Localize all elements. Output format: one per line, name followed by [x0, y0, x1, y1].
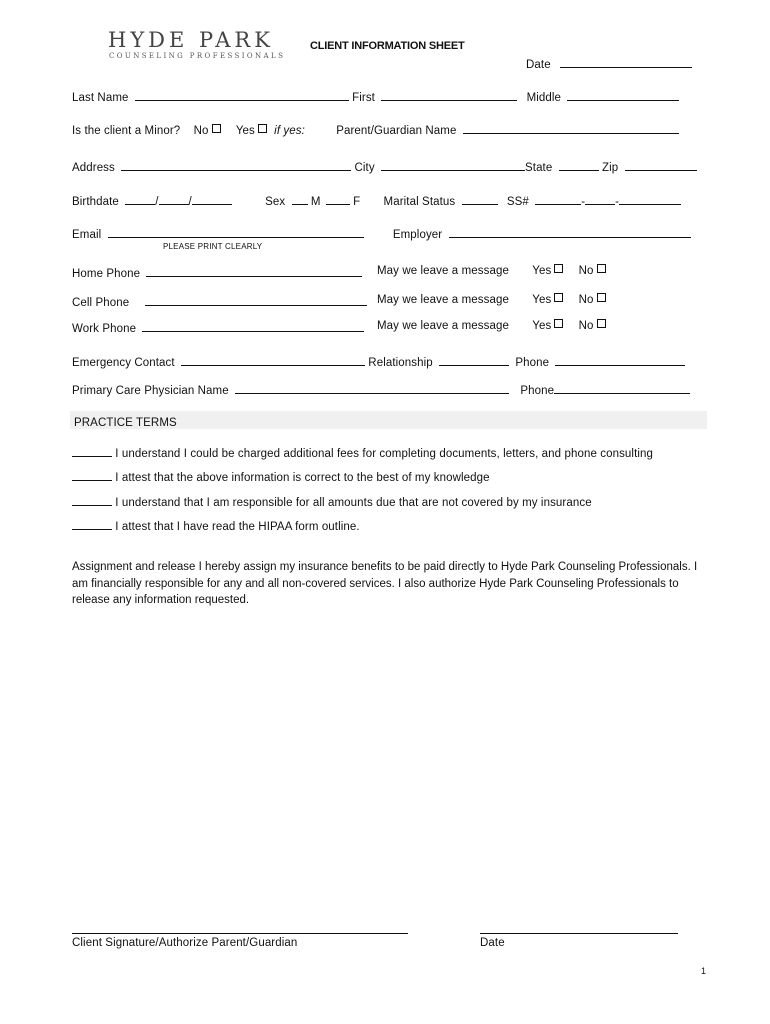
name-row	[72, 89, 679, 104]
work-message-no-checkbox[interactable]	[597, 319, 606, 328]
work-message-label: May we leave a message	[377, 320, 509, 332]
birthdate-label: Birthdate	[72, 196, 119, 208]
term-1-initial-line[interactable]	[72, 445, 112, 457]
pcp-phone-input-line[interactable]	[554, 382, 690, 394]
home-message-yes-label: Yes	[532, 265, 552, 277]
cell-phone-input-line[interactable]	[145, 294, 367, 306]
email-row	[72, 226, 691, 241]
marital-status-input-line[interactable]	[462, 193, 498, 205]
state-label: State	[525, 162, 553, 174]
employer-label: Employer	[392, 229, 443, 241]
city-input-line[interactable]	[381, 159, 525, 171]
cell-message-yes-checkbox[interactable]	[554, 293, 563, 302]
first-name-input-line[interactable]	[381, 89, 517, 101]
home-phone-row	[72, 265, 362, 280]
ss-part1-line[interactable]	[535, 193, 581, 205]
ss-part2-line[interactable]	[585, 193, 615, 205]
sex-f-label: F	[353, 196, 361, 208]
sex-m-label: M	[310, 196, 321, 208]
term-4-initial-line[interactable]	[72, 518, 112, 530]
home-message-no-label: No	[578, 265, 594, 277]
birthdate-row: Birthdate / / Sex M F Marital Status SS# - -	[72, 193, 681, 208]
parent-guardian-input-line[interactable]	[463, 122, 679, 134]
home-phone-label: Home Phone	[72, 268, 141, 280]
term-2-initial-line[interactable]	[72, 469, 112, 481]
home-message-no-checkbox[interactable]	[597, 264, 606, 273]
work-phone-input-line[interactable]	[142, 320, 364, 332]
emergency-contact-label: Emergency Contact	[72, 357, 175, 369]
practice-terms-heading: PRACTICE TERMS	[74, 417, 177, 429]
relationship-input-line[interactable]	[439, 354, 509, 366]
address-input-line[interactable]	[121, 159, 351, 171]
logo-title: HYDE PARK	[108, 28, 274, 52]
home-message-yes-checkbox[interactable]	[554, 264, 563, 273]
address-label: Address	[72, 162, 115, 174]
sex-f-line[interactable]	[326, 193, 350, 205]
zip-input-line[interactable]	[625, 159, 697, 171]
work-phone-message-row	[377, 320, 606, 332]
relationship-label: Relationship	[368, 357, 433, 369]
term-3-initial-line[interactable]	[72, 494, 112, 506]
signature-date-line[interactable]	[480, 933, 678, 934]
cell-message-yes-label: Yes	[532, 294, 552, 306]
emergency-phone-label: Phone	[515, 357, 550, 369]
state-input-line[interactable]	[559, 159, 599, 171]
practice-term-2	[72, 469, 490, 484]
cell-message-label: May we leave a message	[377, 294, 509, 306]
city-label: City	[354, 162, 375, 174]
term-1-text: I understand I could be charged additional fees for completing documents, letters, and phone consulting	[115, 448, 654, 460]
work-message-yes-checkbox[interactable]	[554, 319, 563, 328]
sex-label: Sex	[265, 196, 286, 208]
emergency-phone-input-line[interactable]	[555, 354, 685, 366]
minor-question-label: Is the client a Minor?	[72, 125, 181, 137]
cell-phone-row	[72, 294, 367, 309]
practice-term-1	[72, 445, 653, 460]
minor-no-label: No	[193, 125, 209, 137]
last-name-label: Last Name	[72, 92, 129, 104]
if-yes-label: if yes:	[274, 125, 305, 137]
please-print-note: PLEASE PRINT CLEARLY	[163, 242, 263, 251]
address-row	[72, 159, 697, 174]
employer-input-line[interactable]	[449, 226, 691, 238]
home-phone-message-row	[377, 265, 606, 277]
cell-message-no-checkbox[interactable]	[597, 293, 606, 302]
marital-status-label: Marital Status	[383, 196, 456, 208]
ss-part3-line[interactable]	[619, 193, 681, 205]
home-phone-input-line[interactable]	[146, 265, 362, 277]
term-4-text: I attest that I have read the HIPAA form outline.	[115, 521, 360, 533]
date-input-line[interactable]	[560, 56, 692, 68]
date-field	[526, 56, 692, 71]
signature-date-label: Date	[480, 937, 505, 949]
assignment-paragraph: Assignment and release I hereby assign my insurance benefits to be paid directly to Hyde Park Counseling Professionals. I am financially responsible for any and all non-covered services. I also authorize Hyde Park Counseling Professionals to release any information requested.	[72, 561, 698, 606]
practice-term-3	[72, 494, 592, 509]
birth-month-line[interactable]	[125, 193, 155, 205]
work-phone-label: Work Phone	[72, 323, 137, 335]
pcp-phone-label: Phone	[520, 385, 555, 397]
work-message-no-label: No	[578, 320, 594, 332]
cell-message-no-label: No	[578, 294, 594, 306]
email-input-line[interactable]	[108, 226, 364, 238]
term-2-text: I attest that the above information is correct to the best of my knowledge	[115, 472, 490, 484]
term-3-text: I understand that I am responsible for all amounts due that are not covered by my insurance	[115, 497, 592, 509]
work-phone-row	[72, 320, 364, 335]
email-label: Email	[72, 229, 102, 241]
work-message-yes-label: Yes	[532, 320, 552, 332]
minor-yes-checkbox[interactable]	[258, 124, 267, 133]
sex-m-line[interactable]	[292, 193, 308, 205]
cell-phone-label: Cell Phone	[72, 297, 130, 309]
minor-row	[72, 122, 679, 137]
middle-name-label: Middle	[526, 92, 562, 104]
pcp-row	[72, 382, 690, 397]
minor-yes-label: Yes	[235, 125, 255, 137]
client-signature-line[interactable]	[72, 933, 408, 934]
pcp-name-label: Primary Care Physician Name	[72, 385, 229, 397]
home-message-label: May we leave a message	[377, 265, 509, 277]
last-name-input-line[interactable]	[135, 89, 349, 101]
emergency-contact-row	[72, 354, 685, 369]
parent-guardian-label: Parent/Guardian Name	[336, 125, 457, 137]
pcp-name-input-line[interactable]	[235, 382, 509, 394]
first-name-label: First	[352, 92, 375, 104]
form-title: CLIENT INFORMATION SHEET	[310, 40, 465, 52]
emergency-contact-input-line[interactable]	[181, 354, 365, 366]
date-label: Date	[526, 59, 551, 71]
page-number: 1	[701, 966, 707, 976]
middle-name-input-line[interactable]	[567, 89, 679, 101]
birth-day-line[interactable]	[159, 193, 189, 205]
client-signature-label: Client Signature/Authorize Parent/Guardian	[72, 937, 298, 949]
zip-label: Zip	[601, 162, 619, 174]
logo-subtitle: COUNSELING PROFESSIONALS	[109, 52, 286, 60]
practice-term-4	[72, 518, 360, 533]
birth-year-line[interactable]	[192, 193, 232, 205]
cell-phone-message-row	[377, 294, 606, 306]
minor-no-checkbox[interactable]	[212, 124, 221, 133]
ss-label: SS#	[506, 196, 529, 208]
